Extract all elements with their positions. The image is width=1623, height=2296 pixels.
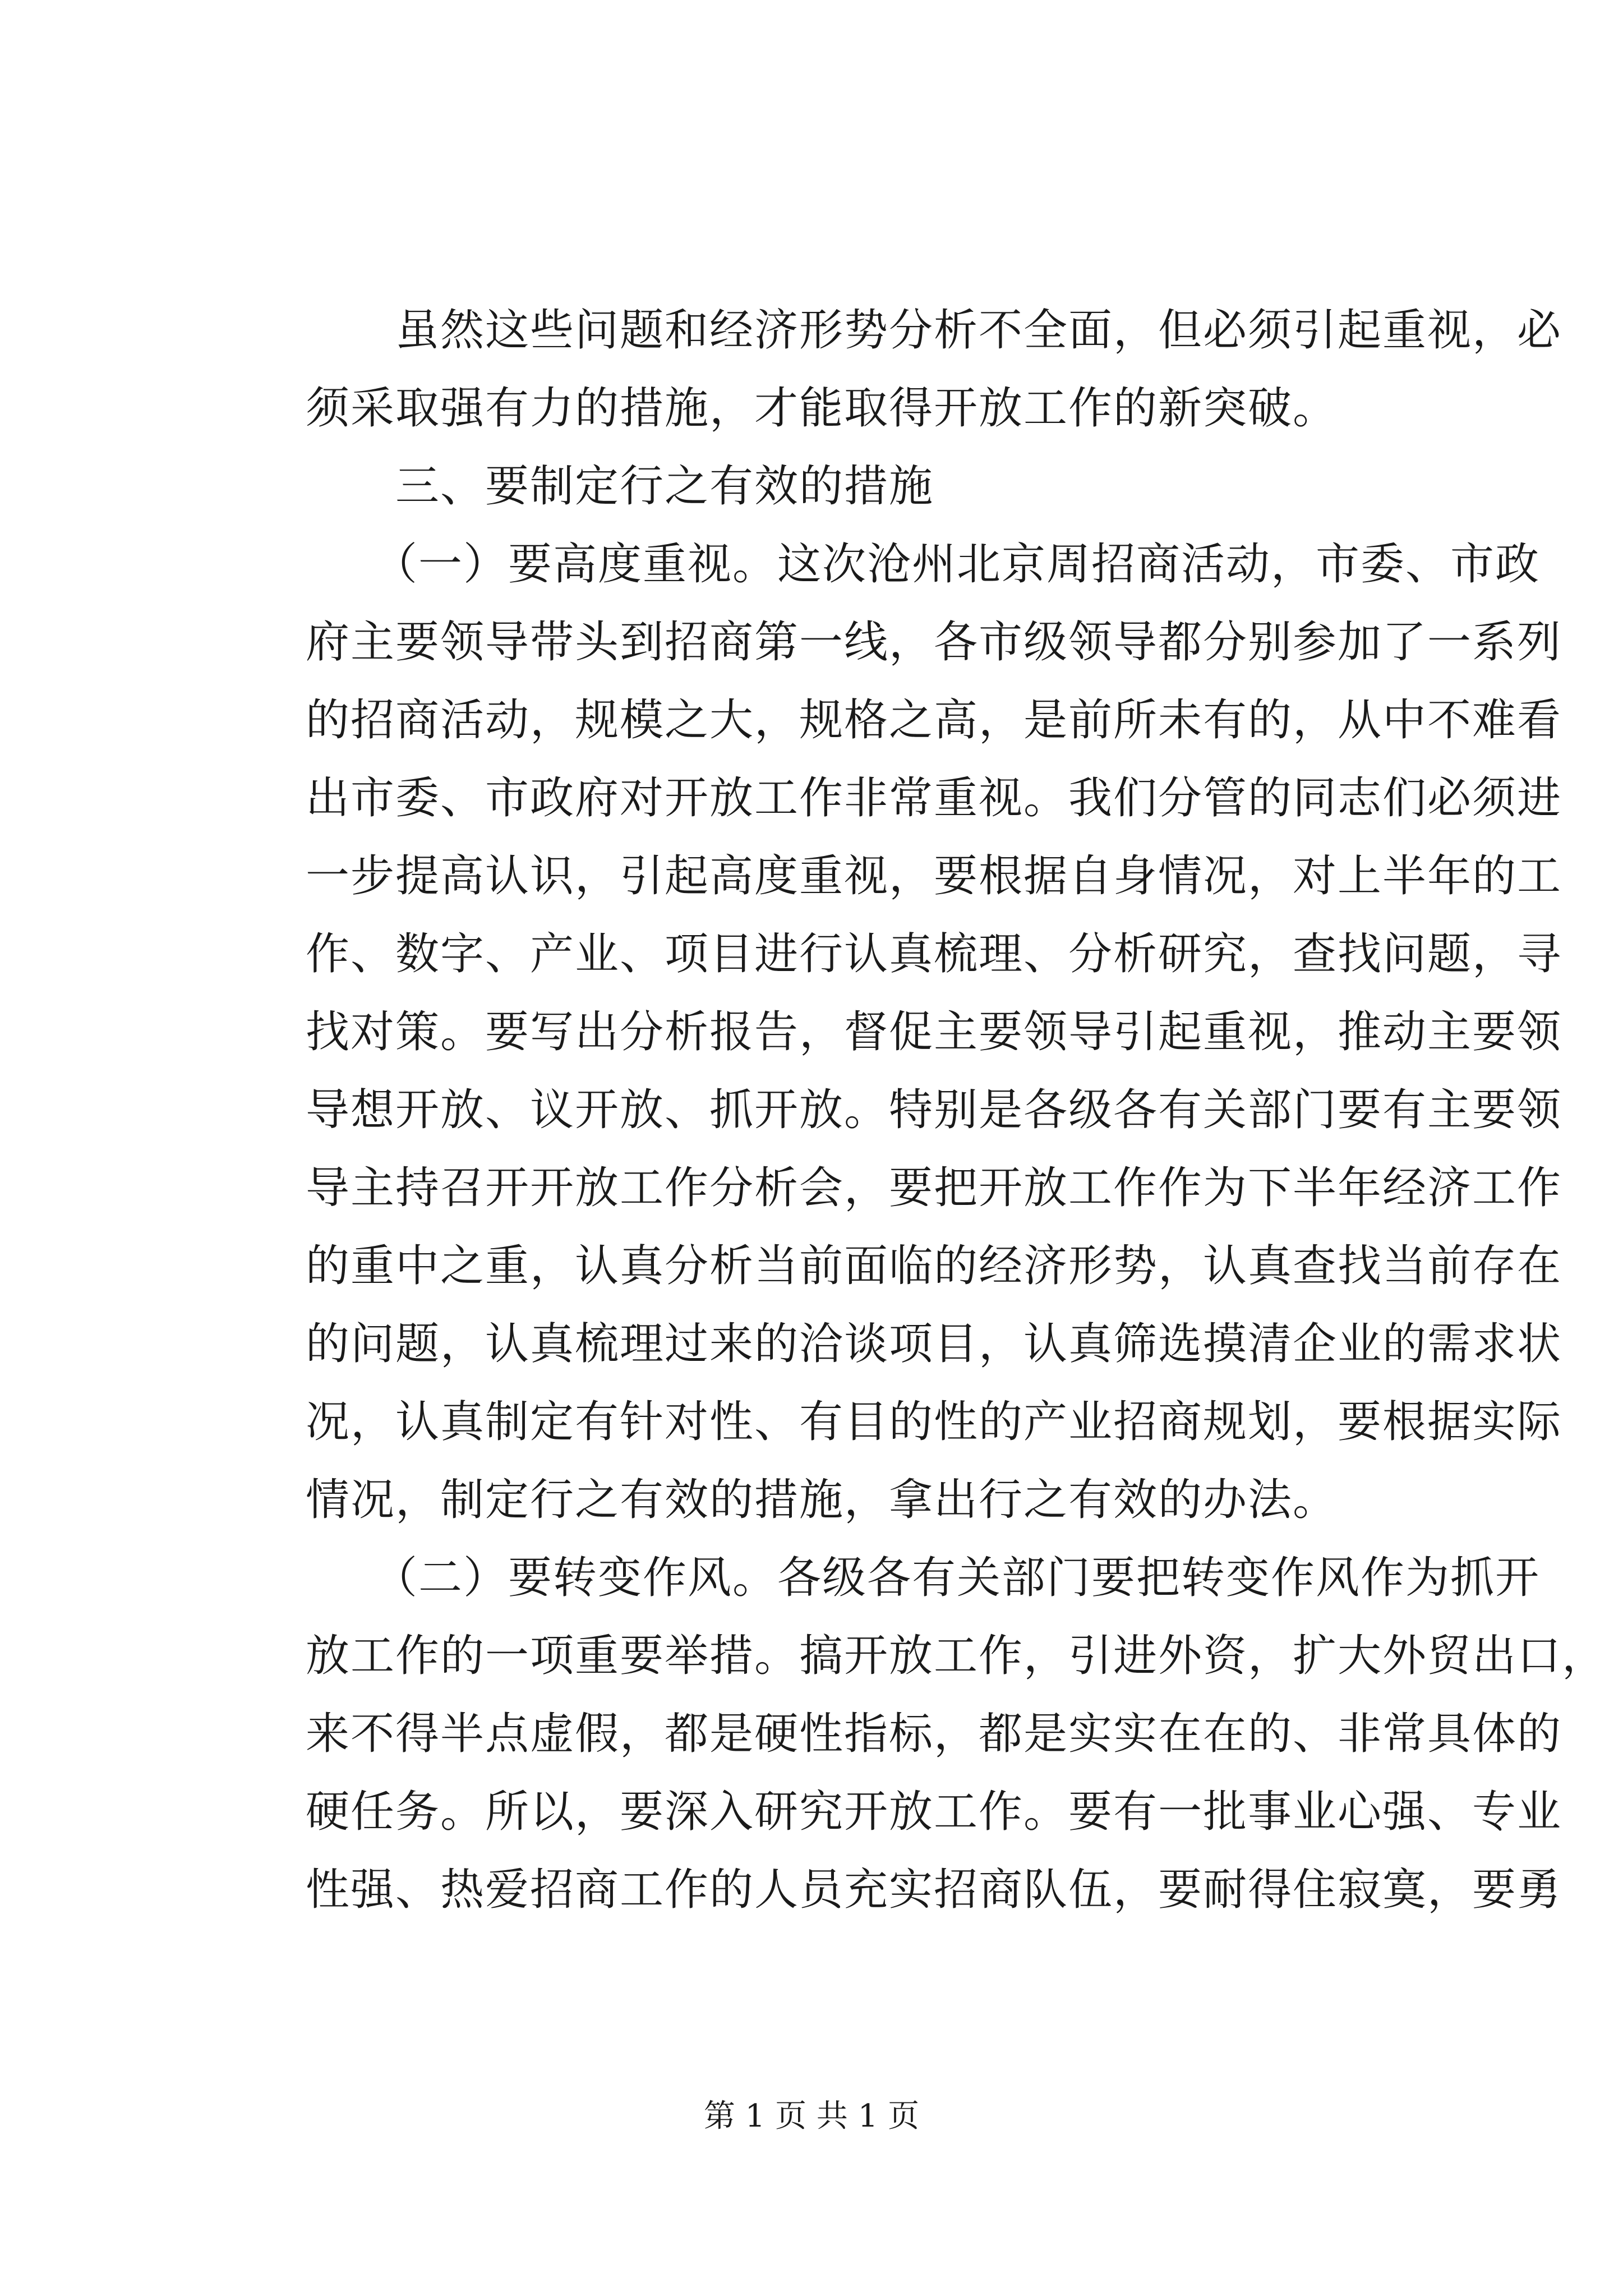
text-line: 找对策。要写出分析报告，督促主要领导引起重视，推动主要领 xyxy=(306,1007,1562,1057)
text-line: 一步提高认识，引起高度重视，要根据自身情况，对上半年的工 xyxy=(306,851,1562,901)
text-line: 府主要领导带头到招商第一线，各市级领导都分别参加了一系列 xyxy=(306,617,1562,668)
text-line: 的招商活动，规模之大，规格之高，是前所未有的，从中不难看 xyxy=(306,695,1562,746)
text-line: 作、数字、产业、项目进行认真梳理、分析研究，查找问题，寻 xyxy=(306,929,1562,979)
text-line: （二）要转变作风。各级各有关部门要把转变作风作为抓开 xyxy=(306,1553,1541,1603)
page-number: 第 1 页 共 1 页 xyxy=(703,2098,920,2134)
text-line: 性强、热爱招商工作的人员充实招商队伍，要耐得住寂寞，要勇 xyxy=(306,1865,1562,1915)
page-footer xyxy=(0,2097,1623,2136)
text-line: （一）要高度重视。这次沧州北京周招商活动，市委、市政 xyxy=(306,539,1541,590)
text-line: 情况，制定行之有效的措施，拿出行之有效的办法。 xyxy=(306,1475,1338,1525)
text-line: 须采取强有力的措施，才能取得开放工作的新突破。 xyxy=(306,383,1338,434)
text-line: 来不得半点虚假，都是硬性指标，都是实实在在的、非常具体的 xyxy=(306,1709,1562,1759)
text-line: 硬任务。所以，要深入研究开放工作。要有一批事业心强、专业 xyxy=(306,1787,1562,1837)
text-line: 放工作的一项重要举措。搞开放工作，引进外资，扩大外贸出口， xyxy=(306,1631,1607,1681)
text-line: 导主持召开开放工作分析会，要把开放工作作为下半年经济工作 xyxy=(306,1163,1562,1213)
text-line: 的重中之重，认真分析当前面临的经济形势，认真查找当前存在 xyxy=(306,1241,1562,1291)
text-line: 出市委、市政府对开放工作非常重视。我们分管的同志们必须进 xyxy=(306,773,1562,823)
section-heading: 三、要制定行之有效的措施 xyxy=(306,461,934,512)
text-line: 况，认真制定有针对性、有目的性的产业招商规划，要根据实际 xyxy=(306,1397,1562,1447)
text-line: 虽然这些问题和经济形势分析不全面，但必须引起重视，必 xyxy=(306,305,1562,356)
document-body xyxy=(306,292,1607,1929)
text-line: 导想开放、议开放、抓开放。特别是各级各有关部门要有主要领 xyxy=(306,1085,1562,1135)
text-line: 的问题，认真梳理过来的洽谈项目，认真筛选摸清企业的需求状 xyxy=(306,1319,1562,1369)
